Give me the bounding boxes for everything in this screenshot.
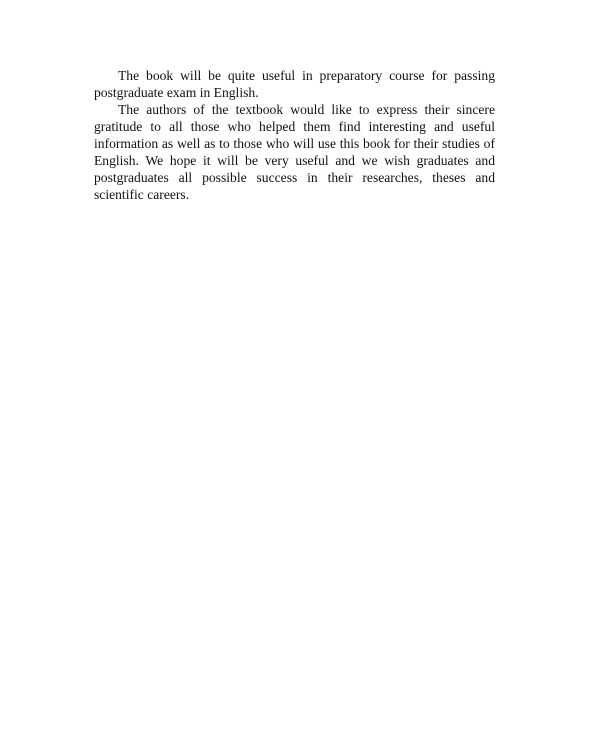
- body-text: [94, 67, 495, 203]
- paragraph-1: The book will be quite useful in preparatory course for passing postgraduate exam in English.: [94, 68, 495, 100]
- paragraph-2: The authors of the textbook would like to express their sincere gratitude to all those who helped them find interesting and useful information as well as to those who will use this book for their studies of English. We hope it will be very useful and we wish graduates and postgraduates all possible success in their researches, theses and scientific careers.: [94, 102, 495, 202]
